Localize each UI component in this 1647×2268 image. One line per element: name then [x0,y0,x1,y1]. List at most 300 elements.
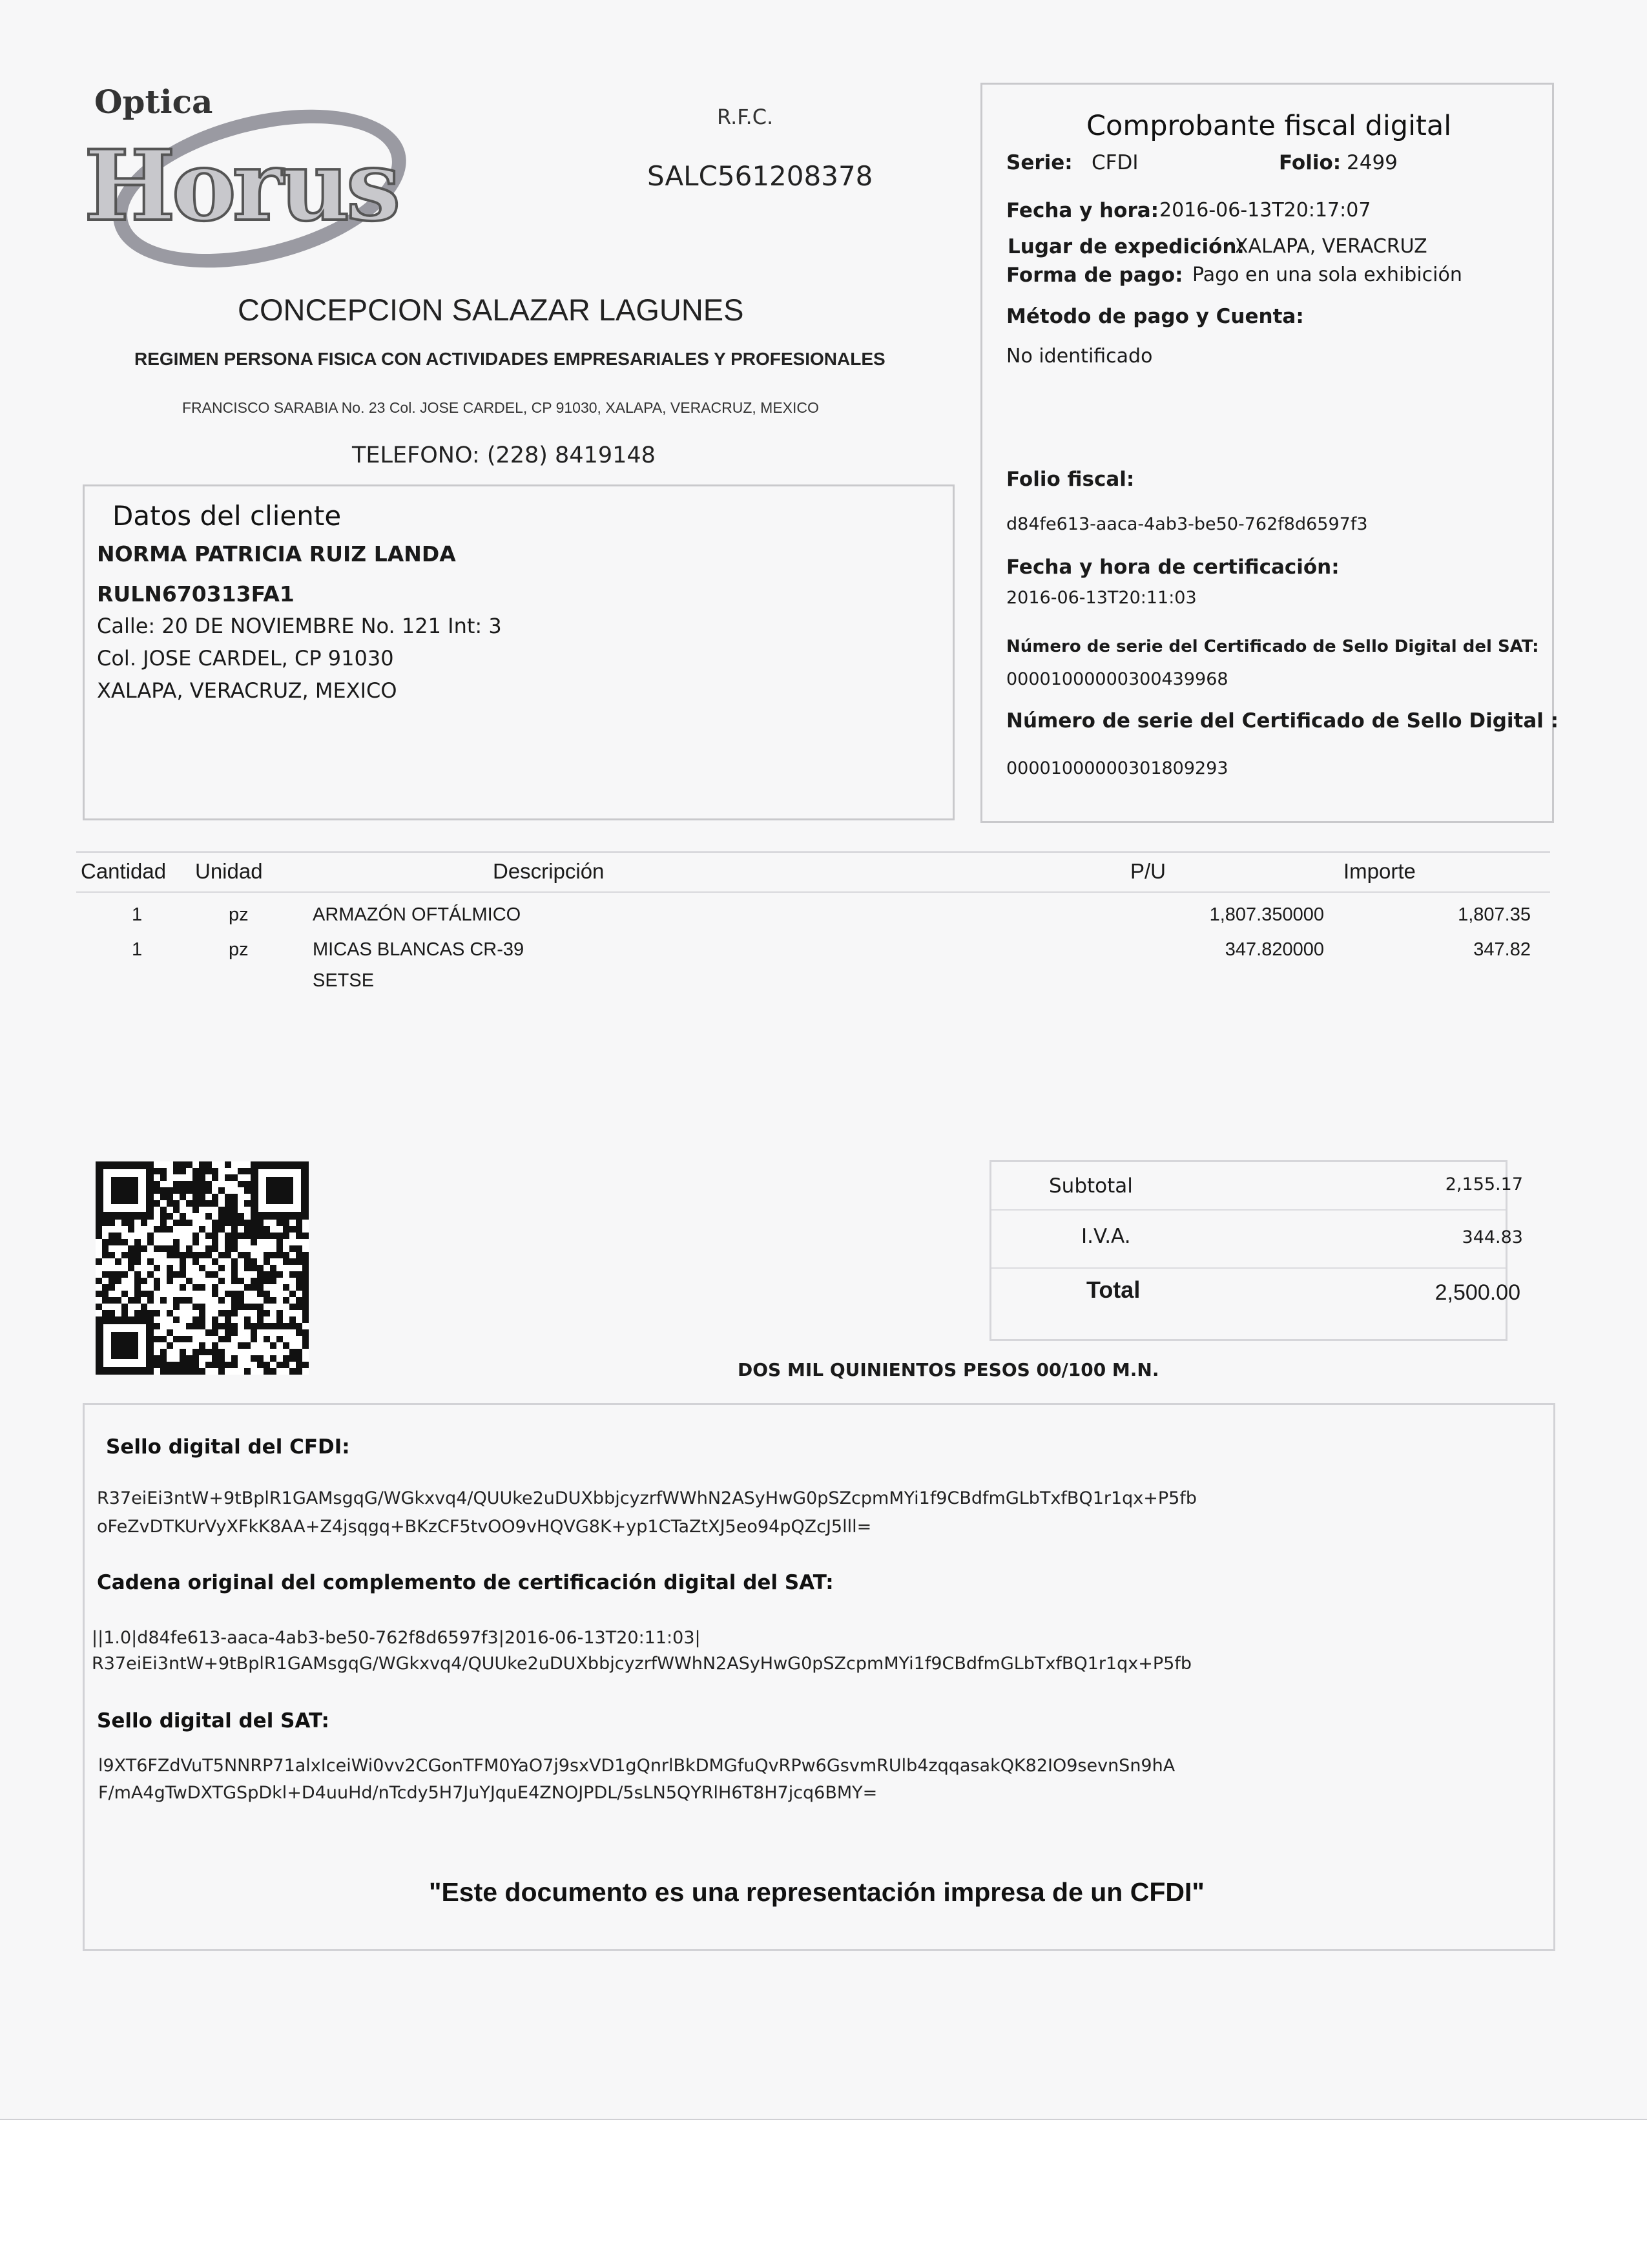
qr-module [160,1362,167,1368]
qr-module [154,1226,160,1233]
qr-module [160,1213,167,1220]
qr-module [244,1220,251,1226]
qr-module [205,1168,212,1174]
qr-module [205,1213,212,1220]
qr-module [244,1233,251,1239]
page-bottom-edge [0,2119,1647,2268]
qr-module [244,1258,251,1265]
qr-module [296,1304,302,1310]
qr-module [218,1362,225,1368]
row-unit: pz [229,904,249,925]
qr-module [302,1342,309,1349]
qr-module [205,1187,212,1194]
row-qty: 1 [132,904,143,925]
qr-module [154,1278,160,1284]
qr-module [270,1342,276,1349]
qr-module [218,1207,225,1213]
qr-module [264,1258,270,1265]
qr-module [180,1271,186,1278]
qr-module [212,1194,218,1200]
qr-module [192,1239,199,1245]
qr-module [302,1258,309,1265]
qr-module [231,1213,238,1220]
qr-module [128,1220,134,1226]
qr-module [109,1239,115,1245]
qr-module [192,1258,199,1265]
qr-module [128,1245,134,1252]
cfdi-seal-title: Sello digital del CFDI: [106,1435,350,1459]
qr-module [128,1226,134,1233]
qr-module [276,1245,283,1252]
qr-module [276,1233,283,1239]
qr-module [302,1297,309,1304]
qr-module [302,1316,309,1323]
qr-module [251,1323,257,1329]
qr-module [231,1207,238,1213]
cert-serie-value: 00001000000301809293 [1006,758,1228,778]
qr-module [264,1362,270,1368]
qr-module [212,1271,218,1278]
qr-module [180,1194,186,1200]
qr-module [134,1245,141,1252]
subtotal-label: Subtotal [1049,1174,1133,1198]
qr-module [180,1168,186,1174]
qr-module [251,1265,257,1271]
qr-module [276,1336,283,1342]
qr-module [289,1368,296,1375]
qr-module [109,1271,115,1278]
qr-module [270,1265,276,1271]
logo-top-text: Optica [94,83,213,121]
qr-module [154,1181,160,1187]
qr-module [264,1278,270,1284]
qr-module [212,1200,218,1207]
metodo-value: No identificado [1006,345,1153,368]
qr-module [218,1278,225,1284]
cadena-title: Cadena original del complemento de certificación digital del SAT: [97,1571,834,1594]
qr-module [296,1233,302,1239]
qr-module [283,1226,289,1233]
qr-module [212,1362,218,1368]
qr-module [102,1220,109,1226]
qr-module [225,1362,231,1368]
qr-module [289,1258,296,1265]
qr-module [231,1271,238,1278]
qr-module [199,1174,205,1181]
table-row [76,939,1550,1001]
qr-module [225,1336,231,1342]
qr-module [212,1174,218,1181]
sat-seal-line2: F/mA4gTwDXTGSpDkl+D4uuHd/nTcdy5H7JuYJquE4ZNOJPDL/5sLN5QYRlH6T8H7jcq6BMY= [98,1783,878,1803]
qr-module [218,1323,225,1329]
qr-module [225,1200,231,1207]
iva-value: 344.83 [1462,1227,1523,1247]
qr-module [160,1168,167,1174]
qr-module [173,1168,180,1174]
metodo-label: Método de pago y Cuenta: [1006,305,1304,328]
qr-module [115,1258,121,1265]
qr-module [270,1252,276,1258]
qr-module [231,1265,238,1271]
qr-module [192,1233,199,1239]
qr-module [276,1316,283,1323]
qr-module [238,1213,244,1220]
qr-module [264,1297,270,1304]
qr-module [167,1213,173,1220]
qr-module [147,1297,154,1304]
qr-module [231,1355,238,1362]
qr-module [276,1310,283,1316]
qr-module [205,1271,212,1278]
qr-module [264,1310,270,1316]
rfc-label: R.F.C. [717,105,774,129]
qr-module [192,1355,199,1362]
qr-module [212,1168,218,1174]
client-rfc: RULN670313FA1 [97,581,295,607]
qr-module [257,1278,264,1284]
qr-module [147,1239,154,1245]
qr-module [225,1207,231,1213]
qr-module [212,1220,218,1226]
client-colonia: Col. JOSE CARDEL, CP 91030 [97,646,394,671]
qr-module [270,1323,276,1329]
qr-module [167,1271,173,1278]
row-pu: 1,807.350000 [1209,904,1324,925]
issuer-regime: REGIMEN PERSONA FISICA CON ACTIVIDADES EMPRESARIALES Y PROFESIONALES [134,349,886,369]
qr-module [199,1252,205,1258]
qr-module [160,1174,167,1181]
qr-module [128,1258,134,1265]
qr-module [231,1226,238,1233]
qr-module [134,1310,141,1316]
qr-module [212,1233,218,1239]
qr-module [160,1336,167,1342]
row-importe: 347.82 [1473,939,1531,960]
qr-module [302,1362,309,1368]
qr-module [109,1297,115,1304]
qr-module [199,1316,205,1323]
qr-module [296,1278,302,1284]
qr-module [205,1200,212,1207]
qr-module [257,1220,264,1226]
qr-module [302,1278,309,1284]
subtotal-value: 2,155.17 [1445,1174,1523,1194]
qr-module [154,1265,160,1271]
header-descripcion: Descripción [493,859,605,883]
folio-label: Folio: [1279,151,1341,174]
row-pu: 347.820000 [1225,939,1324,960]
qr-module [173,1252,180,1258]
issuer-phone: TELEFONO: (228) 8419148 [352,442,656,468]
qr-module [257,1226,264,1233]
folio-value: 2499 [1347,151,1398,174]
qr-module [167,1226,173,1233]
qr-module [276,1323,283,1329]
qr-module [276,1239,283,1245]
qr-module [173,1304,180,1310]
qr-module [186,1278,192,1284]
header-pu: P/U [1130,859,1166,883]
qr-module [218,1368,225,1375]
qr-module [109,1252,115,1258]
qr-module [173,1200,180,1207]
qr-module [270,1271,276,1278]
qr-module [225,1161,231,1168]
qr-module [186,1245,192,1252]
qr-module [244,1226,251,1233]
qr-module [141,1245,147,1252]
qr-module [173,1207,180,1213]
qr-module [225,1245,231,1252]
qr-module [283,1323,289,1329]
qr-module [154,1355,160,1362]
qr-module [231,1220,238,1226]
qr-module [218,1355,225,1362]
table-header-underline [76,891,1550,893]
qr-module [192,1316,199,1323]
qr-module [121,1252,128,1258]
fecha-value: 2016-06-13T20:17:07 [1159,199,1371,222]
qr-module [102,1284,109,1291]
qr-module [205,1181,212,1187]
qr-module [296,1368,302,1375]
cadena-line2: R37eiEi3ntW+9tBplR1GAMsgqG/WGkxvq4/QUUke2uDUXbbjcyzrfWWhN2ASyHwG0pSZcpmMYi1f9CBdfmGLbTxfBQ1r1qx+P5fb [92,1654,1192,1674]
sat-serie-value: 00001000000300439968 [1006,669,1228,689]
qr-module [270,1233,276,1239]
header-importe: Importe [1343,859,1416,883]
qr-module [160,1187,167,1194]
qr-module [264,1271,270,1278]
qr-module [115,1233,121,1239]
qr-module [102,1239,109,1245]
qr-module [109,1310,115,1316]
qr-module [218,1336,225,1342]
qr-module [205,1233,212,1239]
qr-module [244,1368,251,1375]
qr-module [244,1252,251,1258]
qr-module [199,1187,205,1194]
logo [84,78,446,284]
qr-module [270,1368,276,1375]
qr-module [96,1304,102,1310]
qr-module [173,1181,180,1187]
qr-module [109,1233,115,1239]
qr-module [270,1355,276,1362]
header-cantidad: Cantidad [81,859,167,883]
qr-module [102,1245,109,1252]
qr-module [257,1284,264,1291]
qr-module [212,1342,218,1349]
qr-module [296,1284,302,1291]
qr-module [257,1323,264,1329]
totals-divider [991,1209,1506,1211]
total-label: Total [1086,1276,1141,1303]
qr-module [231,1329,238,1336]
qr-module [257,1310,264,1316]
qr-module [238,1291,244,1297]
qr-module [186,1323,192,1329]
qr-module [186,1252,192,1258]
folio-fiscal-label: Folio fiscal: [1006,468,1135,491]
qr-module [264,1323,270,1329]
qr-module [238,1304,244,1310]
qr-module [102,1297,109,1304]
qr-module [160,1245,167,1252]
qr-module [186,1181,192,1187]
amount-in-words: DOS MIL QUINIENTOS PESOS 00/100 M.N. [738,1359,1159,1380]
qr-module [109,1278,115,1284]
serie-label: Serie: [1006,151,1073,174]
qr-module [121,1291,128,1297]
qr-module [180,1362,186,1368]
qr-module [231,1323,238,1329]
qr-module [167,1368,173,1375]
qr-module [180,1252,186,1258]
qr-module [180,1368,186,1375]
qr-module [173,1297,180,1304]
qr-module [102,1310,109,1316]
qr-module [180,1220,186,1226]
qr-module [186,1200,192,1207]
header-unidad: Unidad [195,859,263,883]
qr-module [167,1187,173,1194]
qr-module [264,1233,270,1239]
qr-module [186,1161,192,1168]
qr-module [296,1226,302,1233]
client-title: Datos del cliente [112,500,342,532]
qr-module [231,1304,238,1310]
sat-seal-title: Sello digital del SAT: [97,1709,329,1732]
qr-module [134,1297,141,1304]
qr-module [115,1278,121,1284]
qr-module [134,1258,141,1265]
qr-module [296,1252,302,1258]
qr-module [251,1355,257,1362]
qr-module [289,1355,296,1362]
qr-module [264,1226,270,1233]
qr-module [257,1316,264,1323]
qr-module [147,1258,154,1265]
qr-module [115,1239,121,1245]
qr-module [251,1329,257,1336]
qr-module [186,1297,192,1304]
qr-module [154,1336,160,1342]
qr-module [96,1226,102,1233]
qr-module [238,1342,244,1349]
qr-module [238,1181,244,1187]
qr-module [225,1213,231,1220]
qr-module [141,1291,147,1297]
qr-module [154,1200,160,1207]
qr-module [302,1336,309,1342]
qr-module [167,1362,173,1368]
qr-module [251,1258,257,1265]
qr-module [199,1181,205,1187]
qr-module [225,1329,231,1336]
qr-module [192,1181,199,1187]
qr-module [160,1194,167,1200]
qr-module [128,1265,134,1271]
qr-module [173,1187,180,1194]
cert-serie-label: Número de serie del Certificado de Sello Digital : [1006,709,1559,733]
qr-module [289,1349,296,1355]
qr-module [212,1258,218,1265]
qr-module [141,1278,147,1284]
qr-module [257,1271,264,1278]
qr-module [199,1304,205,1310]
qr-code [96,1161,309,1375]
sat-seal-line1: l9XT6FZdVuT5NNRP71alxIceiWi0vv2CGonTFM0YaO7j9sxVD1gQnrlBkDMGfuQvRPw6GsvmRUlb4zqqasakQK82IO9sevnSn9hA [98,1756,1176,1776]
qr-module [296,1362,302,1368]
totals-divider [991,1267,1506,1269]
qr-module [212,1323,218,1329]
qr-module [147,1233,154,1239]
row-desc: MICAS BLANCAS CR-39 [313,939,524,960]
qr-module [96,1233,102,1239]
qr-module [134,1284,141,1291]
qr-module [231,1297,238,1304]
qr-module [244,1342,251,1349]
qr-module [218,1349,225,1355]
qr-module [160,1368,167,1375]
row-unit: pz [229,939,249,960]
qr-module [147,1310,154,1316]
qr-module [192,1168,199,1174]
qr-module [289,1323,296,1329]
qr-module [244,1284,251,1291]
qr-module [251,1304,257,1310]
qr-module [192,1323,199,1329]
qr-module [238,1297,244,1304]
qr-module [276,1271,283,1278]
qr-module [225,1233,231,1239]
qr-module [102,1291,109,1297]
qr-module [283,1355,289,1362]
qr-module [276,1220,283,1226]
qr-module [199,1368,205,1375]
qr-module [264,1291,270,1297]
qr-module [231,1245,238,1252]
qr-module [205,1161,212,1168]
qr-module [167,1200,173,1207]
qr-module [270,1278,276,1284]
qr-module [96,1220,102,1226]
qr-module [212,1226,218,1233]
qr-module [251,1239,257,1245]
qr-module [186,1187,192,1194]
qr-module [302,1252,309,1258]
qr-module [212,1349,218,1355]
qr-module [154,1310,160,1316]
qr-module [244,1265,251,1271]
qr-module [225,1252,231,1258]
qr-module [134,1271,141,1278]
issuer-rfc: SALC561208378 [647,160,873,192]
iva-label: I.V.A. [1081,1225,1131,1248]
folio-fiscal-value: d84fe613-aaca-4ab3-be50-762f8d6597f3 [1006,514,1368,534]
qr-module [173,1220,180,1226]
qr-module [167,1342,173,1349]
qr-module [167,1265,173,1271]
qr-module [180,1258,186,1265]
qr-module [115,1297,121,1304]
qr-module [251,1233,257,1239]
qr-module [231,1200,238,1207]
qr-module [167,1194,173,1200]
qr-module [296,1271,302,1278]
qr-module [96,1258,102,1265]
qr-module [173,1362,180,1368]
